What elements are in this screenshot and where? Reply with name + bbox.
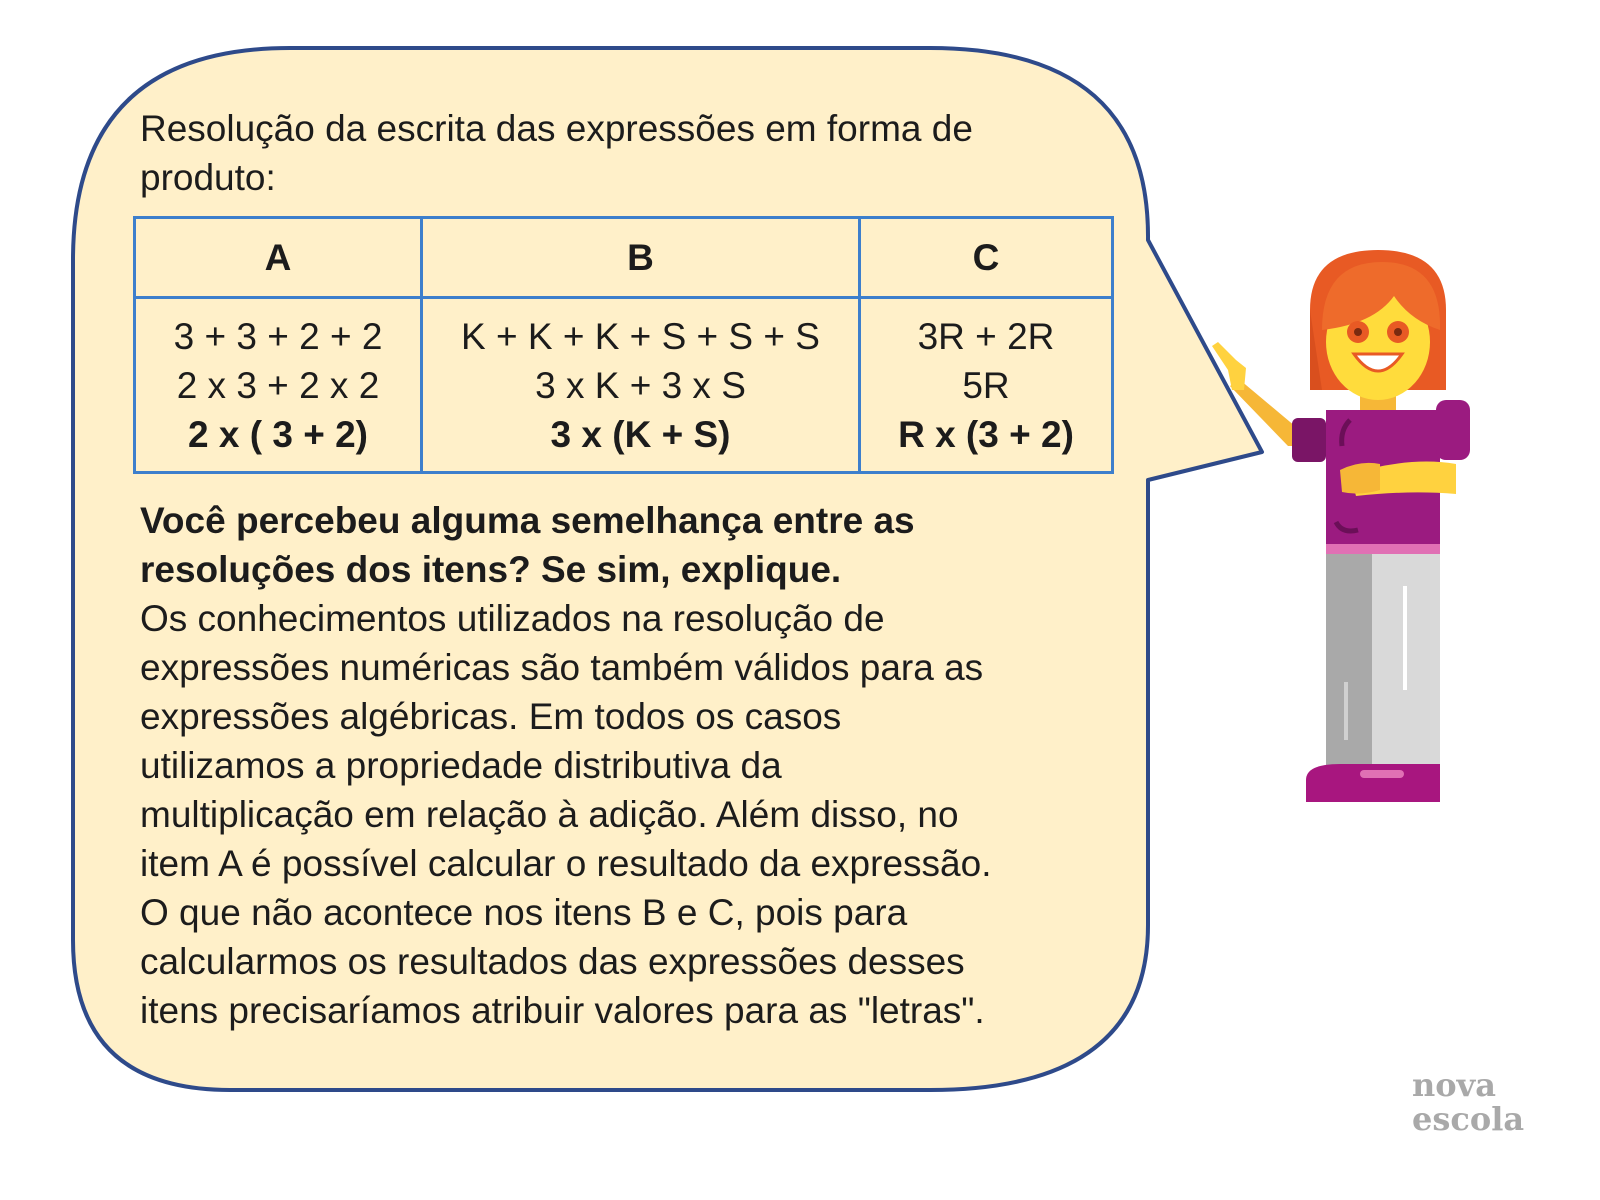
crossed-hand — [1340, 463, 1380, 494]
column-header-c: C — [860, 218, 1113, 298]
logo-line-1: nova — [1412, 1066, 1496, 1104]
expression-products: 3 x K + 3 x S — [535, 364, 746, 406]
answer-line: expressões numéricas são também válidos para as — [140, 647, 984, 688]
answer-line: multiplicação em relação à adição. Além disso, no — [140, 794, 959, 835]
answer-text — [140, 594, 1140, 1035]
right-pupil — [1394, 328, 1402, 336]
cell-c — [860, 298, 1113, 473]
column-header-b: B — [422, 218, 860, 298]
left-pupil — [1354, 328, 1362, 336]
answer-line: calcularmos os resultados das expressões desses — [140, 941, 965, 982]
cell-b — [422, 298, 860, 473]
pointing-hand — [1212, 342, 1246, 390]
teacher-pointing-icon — [1210, 250, 1530, 840]
expression-sum: 3R + 2R — [917, 315, 1055, 357]
expression-factored: 2 x ( 3 + 2) — [188, 413, 368, 455]
shirt-hem — [1326, 544, 1440, 554]
answer-line: itens precisaríamos atribuir valores para as "letras". — [140, 990, 985, 1031]
expression-products: 5R — [962, 364, 1010, 406]
answer-line: O que não acontece nos itens B e C, pois para — [140, 892, 908, 933]
expression-factored: 3 x (K + S) — [550, 413, 731, 455]
answer-line: Os conhecimentos utilizados na resolução de — [140, 598, 885, 639]
answer-line: item A é possível calcular o resultado da expressão. — [140, 843, 992, 884]
nova-escola-logo — [1410, 1064, 1560, 1144]
expression-factored: R x (3 + 2) — [898, 413, 1074, 455]
question-text — [140, 496, 1140, 594]
table-header-row — [135, 218, 1113, 298]
table-row — [135, 298, 1113, 473]
cell-a — [135, 298, 422, 473]
intro-text — [140, 104, 1140, 202]
sleeve-right — [1436, 400, 1470, 460]
intro-line: Resolução da escrita das expressões em forma de — [140, 108, 973, 149]
left-leg — [1326, 554, 1372, 768]
shoe — [1306, 764, 1440, 802]
logo-line-2: escola — [1412, 1100, 1525, 1138]
intro-line: produto: — [140, 157, 276, 198]
sleeve-left — [1292, 418, 1326, 462]
question-line: Você percebeu alguma semelhança entre as — [140, 500, 915, 541]
expressions-table — [133, 216, 1114, 474]
expression-products: 2 x 3 + 2 x 2 — [176, 364, 380, 406]
answer-line: expressões algébricas. Em todos os casos — [140, 696, 842, 737]
shoe-highlight — [1360, 770, 1404, 778]
answer-line: utilizamos a propriedade distributiva da — [140, 745, 782, 786]
question-line: resoluções dos itens? Se sim, explique. — [140, 549, 842, 590]
expression-sum: 3 + 3 + 2 + 2 — [173, 315, 383, 357]
column-header-a: A — [135, 218, 422, 298]
expression-sum: K + K + K + S + S + S — [461, 315, 820, 357]
